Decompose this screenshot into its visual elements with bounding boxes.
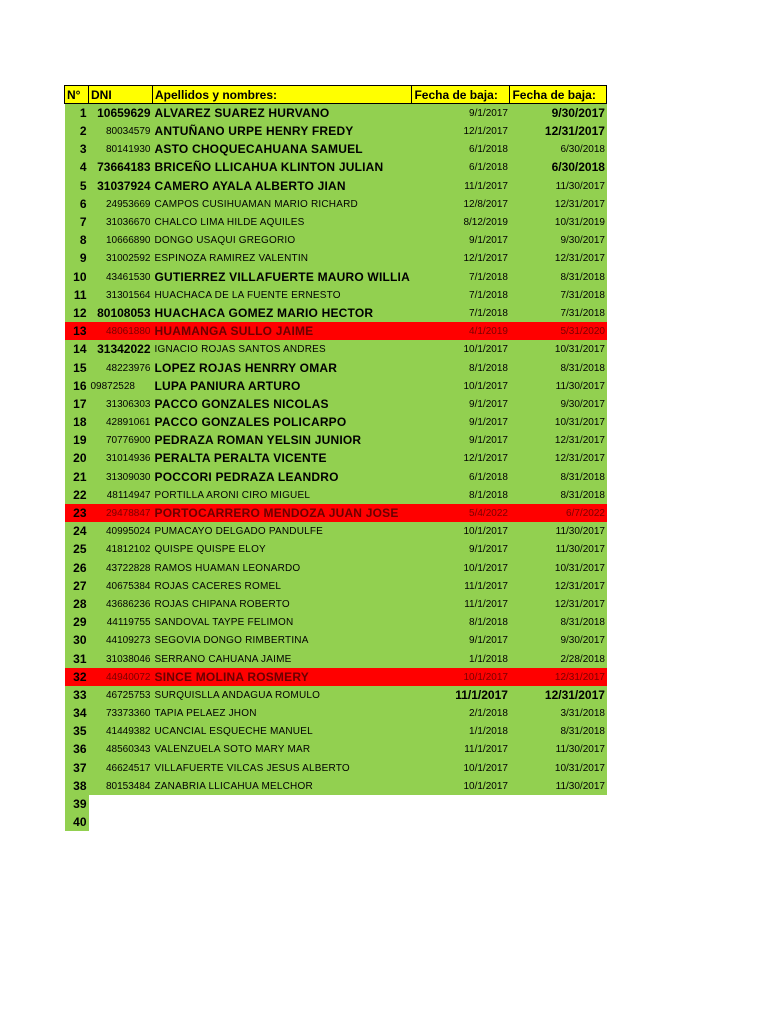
empty-cell[interactable]	[89, 813, 153, 831]
table-row	[65, 758, 607, 776]
fecha-baja-1-cell[interactable]: 6/1/2018	[412, 467, 510, 485]
row-number-cell[interactable]: 37	[65, 758, 89, 776]
table-row	[65, 431, 607, 449]
row-number-cell[interactable]: 23	[65, 504, 89, 522]
dni-cell[interactable]: 80108053	[89, 304, 153, 322]
table-row	[65, 595, 607, 613]
fecha-baja-1-cell[interactable]: 8/1/2018	[412, 613, 510, 631]
name-cell[interactable]: ZANABRIA LLICAHUA MELCHOR	[153, 777, 412, 795]
fecha-baja-2-cell[interactable]: 6/30/2018	[510, 140, 607, 158]
dni-cell[interactable]: 31038046	[89, 649, 153, 667]
fecha-baja-1-cell[interactable]: 10/1/2017	[412, 668, 510, 686]
row-number-cell[interactable]: 39	[65, 795, 89, 813]
empty-cell[interactable]	[412, 813, 510, 831]
dni-cell[interactable]: 10659629	[89, 104, 153, 122]
table-row	[65, 122, 607, 140]
fecha-baja-2-cell[interactable]: 9/30/2017	[510, 395, 607, 413]
fecha-baja-2-cell[interactable]: 8/31/2018	[510, 722, 607, 740]
dni-cell[interactable]: 40995024	[89, 522, 153, 540]
row-number-cell[interactable]: 4	[65, 158, 89, 176]
dni-cell[interactable]: 73664183	[89, 158, 153, 176]
row-number-cell[interactable]: 20	[65, 449, 89, 467]
row-number-cell[interactable]: 7	[65, 213, 89, 231]
dni-cell[interactable]: 31002592	[89, 249, 153, 267]
spreadsheet	[64, 85, 607, 831]
fecha-baja-1-cell[interactable]: 11/1/2017	[412, 577, 510, 595]
name-cell[interactable]: SANDOVAL TAYPE FELIMON	[153, 613, 412, 631]
table-row	[65, 140, 607, 158]
name-cell[interactable]: HUAMANGA SULLO JAIME	[153, 322, 412, 340]
fecha-baja-1-cell[interactable]: 11/1/2017	[412, 686, 510, 704]
name-cell[interactable]: BRICEÑO LLICAHUA KLINTON JULIAN	[153, 158, 412, 176]
row-number-cell[interactable]: 28	[65, 595, 89, 613]
empty-cell[interactable]	[510, 813, 607, 831]
name-cell[interactable]: POCCORI PEDRAZA LEANDRO	[153, 467, 412, 485]
fecha-baja-2-cell[interactable]: 6/7/2022	[510, 504, 607, 522]
dni-cell[interactable]: 48114947	[89, 486, 153, 504]
name-cell[interactable]: ESPINOZA RAMIREZ VALENTIN	[153, 249, 412, 267]
row-number-cell[interactable]: 31	[65, 649, 89, 667]
header-fecha-1[interactable]: Fecha de baja:	[412, 86, 510, 104]
dni-cell[interactable]: 24953669	[89, 195, 153, 213]
dni-cell[interactable]: 10666890	[89, 231, 153, 249]
fecha-baja-1-cell[interactable]: 7/1/2018	[412, 286, 510, 304]
fecha-baja-2-cell[interactable]: 11/30/2017	[510, 777, 607, 795]
row-number-cell[interactable]: 13	[65, 322, 89, 340]
dni-cell[interactable]: 80141930	[89, 140, 153, 158]
name-cell[interactable]: QUISPE QUISPE ELOY	[153, 540, 412, 558]
row-number-cell[interactable]: 9	[65, 249, 89, 267]
fecha-baja-2-cell[interactable]: 2/28/2018	[510, 649, 607, 667]
table-row	[65, 467, 607, 485]
dni-cell[interactable]: 43722828	[89, 558, 153, 576]
fecha-baja-2-cell[interactable]: 8/31/2018	[510, 358, 607, 376]
row-number-cell[interactable]: 19	[65, 431, 89, 449]
row-number-cell[interactable]: 10	[65, 267, 89, 285]
fecha-baja-2-cell[interactable]: 10/31/2017	[510, 758, 607, 776]
table-row	[65, 504, 607, 522]
dni-cell[interactable]: 46725753	[89, 686, 153, 704]
name-cell[interactable]: CAMPOS CUSIHUAMAN MARIO RICHARD	[153, 195, 412, 213]
fecha-baja-2-cell[interactable]: 11/30/2017	[510, 522, 607, 540]
table-row	[65, 740, 607, 758]
row-number-cell[interactable]: 5	[65, 176, 89, 194]
empty-cell[interactable]	[153, 795, 412, 813]
row-number-cell[interactable]: 21	[65, 467, 89, 485]
header-name[interactable]: Apellidos y nombres:	[153, 86, 412, 104]
fecha-baja-2-cell[interactable]: 12/31/2017	[510, 249, 607, 267]
dni-cell[interactable]: 80153484	[89, 777, 153, 795]
fecha-baja-2-cell[interactable]: 11/30/2017	[510, 377, 607, 395]
row-number-cell[interactable]: 22	[65, 486, 89, 504]
row-number-cell[interactable]: 29	[65, 613, 89, 631]
fecha-baja-1-cell[interactable]: 10/1/2017	[412, 777, 510, 795]
table-row	[65, 377, 607, 395]
dni-cell[interactable]: 42891061	[89, 413, 153, 431]
table-row	[65, 195, 607, 213]
row-number-cell[interactable]: 2	[65, 122, 89, 140]
fecha-baja-2-cell[interactable]: 10/31/2017	[510, 413, 607, 431]
name-cell[interactable]: ASTO CHOQUECAHUANA SAMUEL	[153, 140, 412, 158]
fecha-baja-1-cell[interactable]: 9/1/2017	[412, 395, 510, 413]
fecha-baja-1-cell[interactable]: 4/1/2019	[412, 322, 510, 340]
header-row	[65, 86, 607, 104]
fecha-baja-2-cell[interactable]: 11/30/2017	[510, 540, 607, 558]
row-number-cell[interactable]: 35	[65, 722, 89, 740]
fecha-baja-1-cell[interactable]: 11/1/2017	[412, 595, 510, 613]
name-cell[interactable]: ALVAREZ SUAREZ HURVANO	[153, 104, 412, 122]
name-cell[interactable]: PORTILLA ARONI CIRO MIGUEL	[153, 486, 412, 504]
name-cell[interactable]: LUPA PANIURA ARTURO	[153, 377, 412, 395]
fecha-baja-1-cell[interactable]: 9/1/2017	[412, 431, 510, 449]
fecha-baja-1-cell[interactable]: 5/4/2022	[412, 504, 510, 522]
fecha-baja-2-cell[interactable]: 9/30/2017	[510, 631, 607, 649]
fecha-baja-1-cell[interactable]: 12/1/2017	[412, 449, 510, 467]
fecha-baja-2-cell[interactable]: 10/31/2017	[510, 340, 607, 358]
dni-cell[interactable]: 43461530	[89, 267, 153, 285]
fecha-baja-1-cell[interactable]: 7/1/2018	[412, 267, 510, 285]
fecha-baja-2-cell[interactable]: 12/31/2017	[510, 449, 607, 467]
table-row	[65, 668, 607, 686]
row-number-cell[interactable]: 17	[65, 395, 89, 413]
row-number-cell[interactable]: 32	[65, 668, 89, 686]
name-cell[interactable]: VILLAFUERTE VILCAS JESUS ALBERTO	[153, 758, 412, 776]
dni-cell[interactable]: 43686236	[89, 595, 153, 613]
table-row	[65, 176, 607, 194]
fecha-baja-2-cell[interactable]: 6/30/2018	[510, 158, 607, 176]
table-row	[65, 358, 607, 376]
row-number-cell[interactable]: 3	[65, 140, 89, 158]
fecha-baja-1-cell[interactable]: 12/1/2017	[412, 122, 510, 140]
dni-cell[interactable]: 44119755	[89, 613, 153, 631]
row-number-cell[interactable]: 25	[65, 540, 89, 558]
table-row	[65, 267, 607, 285]
fecha-baja-1-cell[interactable]: 10/1/2017	[412, 558, 510, 576]
fecha-baja-1-cell[interactable]: 9/1/2017	[412, 231, 510, 249]
table-row-empty	[65, 795, 607, 813]
fecha-baja-2-cell[interactable]: 12/31/2017	[510, 431, 607, 449]
empty-cell[interactable]	[412, 795, 510, 813]
table-row	[65, 158, 607, 176]
row-number-cell[interactable]: 1	[65, 104, 89, 122]
fecha-baja-1-cell[interactable]: 11/1/2017	[412, 740, 510, 758]
name-cell[interactable]: DONGO USAQUI GREGORIO	[153, 231, 412, 249]
table-row	[65, 486, 607, 504]
dni-cell[interactable]: 48560343	[89, 740, 153, 758]
name-cell[interactable]: PERALTA PERALTA VICENTE	[153, 449, 412, 467]
dni-cell[interactable]: 31342022	[89, 340, 153, 358]
table-row	[65, 286, 607, 304]
table-row	[65, 522, 607, 540]
name-cell[interactable]: LOPEZ ROJAS HENRRY OMAR	[153, 358, 412, 376]
name-cell[interactable]: UCANCIAL ESQUECHE MANUEL	[153, 722, 412, 740]
name-cell[interactable]: ROJAS CHIPANA ROBERTO	[153, 595, 412, 613]
fecha-baja-1-cell[interactable]: 2/1/2018	[412, 704, 510, 722]
row-number-cell[interactable]: 15	[65, 358, 89, 376]
name-cell[interactable]: TAPIA PELAEZ JHON	[153, 704, 412, 722]
row-number-cell[interactable]: 26	[65, 558, 89, 576]
dni-cell[interactable]: 44940072	[89, 668, 153, 686]
table-row	[65, 722, 607, 740]
table-row	[65, 613, 607, 631]
table-row	[65, 322, 607, 340]
dni-cell[interactable]: 31306303	[89, 395, 153, 413]
fecha-baja-1-cell[interactable]: 1/1/2018	[412, 649, 510, 667]
fecha-baja-2-cell[interactable]: 5/31/2020	[510, 322, 607, 340]
fecha-baja-2-cell[interactable]: 11/30/2017	[510, 176, 607, 194]
fecha-baja-2-cell[interactable]: 10/31/2019	[510, 213, 607, 231]
fecha-baja-1-cell[interactable]: 12/8/2017	[412, 195, 510, 213]
row-number-cell[interactable]: 24	[65, 522, 89, 540]
row-number-cell[interactable]: 33	[65, 686, 89, 704]
fecha-baja-2-cell[interactable]: 9/30/2017	[510, 231, 607, 249]
dni-cell[interactable]: 41812102	[89, 540, 153, 558]
dni-cell[interactable]: 31037924	[89, 176, 153, 194]
empty-cell[interactable]	[89, 795, 153, 813]
name-cell[interactable]: SURQUISLLA ANDAGUA ROMULO	[153, 686, 412, 704]
fecha-baja-1-cell[interactable]: 8/12/2019	[412, 213, 510, 231]
table-row	[65, 577, 607, 595]
table-row-empty	[65, 813, 607, 831]
name-cell[interactable]: ROJAS CACERES ROMEL	[153, 577, 412, 595]
dni-cell[interactable]: 09872528	[89, 377, 153, 395]
name-cell[interactable]: HUACHACA DE LA FUENTE ERNESTO	[153, 286, 412, 304]
fecha-baja-2-cell[interactable]: 9/30/2017	[510, 104, 607, 122]
row-number-cell[interactable]: 14	[65, 340, 89, 358]
fecha-baja-2-cell[interactable]: 8/31/2018	[510, 486, 607, 504]
name-cell[interactable]: GUTIERREZ VILLAFUERTE MAURO WILLIA	[153, 267, 412, 285]
row-number-cell[interactable]: 18	[65, 413, 89, 431]
fecha-baja-2-cell[interactable]: 8/31/2018	[510, 467, 607, 485]
table-row	[65, 340, 607, 358]
fecha-baja-2-cell[interactable]: 12/31/2017	[510, 577, 607, 595]
name-cell[interactable]: SEGOVIA DONGO RIMBERTINA	[153, 631, 412, 649]
row-number-cell[interactable]: 40	[65, 813, 89, 831]
fecha-baja-1-cell[interactable]: 9/1/2017	[412, 631, 510, 649]
fecha-baja-1-cell[interactable]: 10/1/2017	[412, 377, 510, 395]
fecha-baja-1-cell[interactable]: 12/1/2017	[412, 249, 510, 267]
table-row	[65, 704, 607, 722]
table-row	[65, 231, 607, 249]
fecha-baja-1-cell[interactable]: 11/1/2017	[412, 176, 510, 194]
fecha-baja-1-cell[interactable]: 8/1/2018	[412, 486, 510, 504]
row-number-cell[interactable]: 16	[65, 377, 89, 395]
fecha-baja-2-cell[interactable]: 12/31/2017	[510, 195, 607, 213]
header-n[interactable]: N°	[65, 86, 89, 104]
fecha-baja-2-cell[interactable]: 12/31/2017	[510, 122, 607, 140]
row-number-cell[interactable]: 12	[65, 304, 89, 322]
dni-cell[interactable]: 31014936	[89, 449, 153, 467]
table-row	[65, 249, 607, 267]
fecha-baja-2-cell[interactable]: 8/31/2018	[510, 267, 607, 285]
dni-cell[interactable]: 46624517	[89, 758, 153, 776]
table-row	[65, 213, 607, 231]
row-number-cell[interactable]: 27	[65, 577, 89, 595]
row-number-cell[interactable]: 8	[65, 231, 89, 249]
table-row	[65, 558, 607, 576]
name-cell[interactable]: PUMACAYO DELGADO PANDULFE	[153, 522, 412, 540]
fecha-baja-2-cell[interactable]: 12/31/2017	[510, 686, 607, 704]
table-row	[65, 304, 607, 322]
row-number-cell[interactable]: 11	[65, 286, 89, 304]
row-number-cell[interactable]: 38	[65, 777, 89, 795]
fecha-baja-2-cell[interactable]: 11/30/2017	[510, 740, 607, 758]
name-cell[interactable]: CAMERO AYALA ALBERTO JIAN	[153, 176, 412, 194]
dni-cell[interactable]: 80034579	[89, 122, 153, 140]
row-number-cell[interactable]: 30	[65, 631, 89, 649]
table-row	[65, 449, 607, 467]
table-row	[65, 777, 607, 795]
name-cell[interactable]: PACCO GONZALES POLICARPO	[153, 413, 412, 431]
fecha-baja-1-cell[interactable]: 1/1/2018	[412, 722, 510, 740]
dni-cell[interactable]: 41449382	[89, 722, 153, 740]
fecha-baja-2-cell[interactable]: 12/31/2017	[510, 595, 607, 613]
fecha-baja-1-cell[interactable]: 10/1/2017	[412, 522, 510, 540]
fecha-baja-2-cell[interactable]: 8/31/2018	[510, 613, 607, 631]
name-cell[interactable]: RAMOS HUAMAN LEONARDO	[153, 558, 412, 576]
dni-cell[interactable]: 40675384	[89, 577, 153, 595]
fecha-baja-2-cell[interactable]: 12/31/2017	[510, 668, 607, 686]
table-row	[65, 649, 607, 667]
dni-cell[interactable]: 44109273	[89, 631, 153, 649]
table-row	[65, 413, 607, 431]
name-cell[interactable]: PEDRAZA ROMAN YELSIN JUNIOR	[153, 431, 412, 449]
table-row	[65, 395, 607, 413]
fecha-baja-1-cell[interactable]: 6/1/2018	[412, 140, 510, 158]
empty-cell[interactable]	[153, 813, 412, 831]
header-fecha-2[interactable]: Fecha de baja:	[510, 86, 607, 104]
empty-cell[interactable]	[510, 795, 607, 813]
dni-cell[interactable]: 70776900	[89, 431, 153, 449]
fecha-baja-2-cell[interactable]: 7/31/2018	[510, 304, 607, 322]
row-number-cell[interactable]: 34	[65, 704, 89, 722]
fecha-baja-1-cell[interactable]: 10/1/2017	[412, 340, 510, 358]
name-cell[interactable]: PORTOCARRERO MENDOZA JUAN JOSE	[153, 504, 412, 522]
row-number-cell[interactable]: 36	[65, 740, 89, 758]
name-cell[interactable]: CHALCO LIMA HILDE AQUILES	[153, 213, 412, 231]
fecha-baja-1-cell[interactable]: 6/1/2018	[412, 158, 510, 176]
fecha-baja-1-cell[interactable]: 9/1/2017	[412, 104, 510, 122]
fecha-baja-2-cell[interactable]: 3/31/2018	[510, 704, 607, 722]
dni-cell[interactable]: 29478847	[89, 504, 153, 522]
name-cell[interactable]: VALENZUELA SOTO MARY MAR	[153, 740, 412, 758]
dni-cell[interactable]: 73373360	[89, 704, 153, 722]
fecha-baja-1-cell[interactable]: 7/1/2018	[412, 304, 510, 322]
fecha-baja-2-cell[interactable]: 7/31/2018	[510, 286, 607, 304]
table-row	[65, 540, 607, 558]
dni-cell[interactable]: 31036670	[89, 213, 153, 231]
dni-cell[interactable]: 31301564	[89, 286, 153, 304]
name-cell[interactable]: SERRANO CAHUANA JAIME	[153, 649, 412, 667]
fecha-baja-1-cell[interactable]: 9/1/2017	[412, 540, 510, 558]
name-cell[interactable]: IGNACIO ROJAS SANTOS ANDRES	[153, 340, 412, 358]
name-cell[interactable]: SINCE MOLINA ROSMERY	[153, 668, 412, 686]
name-cell[interactable]: HUACHACA GOMEZ MARIO HECTOR	[153, 304, 412, 322]
dni-cell[interactable]: 48223976	[89, 358, 153, 376]
fecha-baja-2-cell[interactable]: 10/31/2017	[510, 558, 607, 576]
table-row	[65, 104, 607, 122]
dni-cell[interactable]: 48061880	[89, 322, 153, 340]
fecha-baja-1-cell[interactable]: 10/1/2017	[412, 758, 510, 776]
name-cell[interactable]: PACCO GONZALES NICOLAS	[153, 395, 412, 413]
header-dni[interactable]: DNI	[89, 86, 153, 104]
dni-cell[interactable]: 31309030	[89, 467, 153, 485]
fecha-baja-1-cell[interactable]: 8/1/2018	[412, 358, 510, 376]
table-row	[65, 686, 607, 704]
row-number-cell[interactable]: 6	[65, 195, 89, 213]
table-row	[65, 631, 607, 649]
fecha-baja-1-cell[interactable]: 9/1/2017	[412, 413, 510, 431]
name-cell[interactable]: ANTUÑANO URPE HENRY FREDY	[153, 122, 412, 140]
bajas-table	[64, 85, 607, 831]
